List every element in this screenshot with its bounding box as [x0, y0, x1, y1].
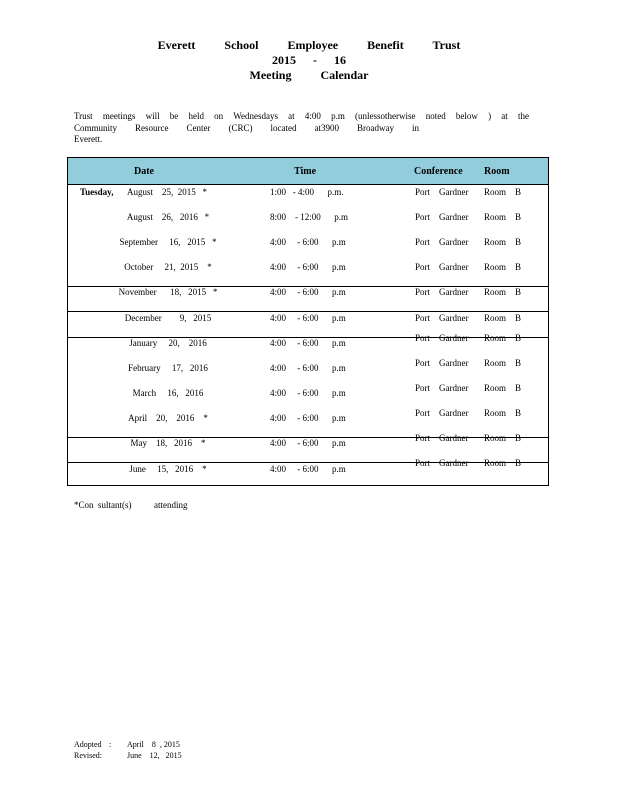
meeting-conference: Port Gardner: [415, 333, 469, 343]
adopted-separator: :: [109, 740, 112, 749]
document-year: 2015 - 16: [272, 53, 346, 67]
meeting-room: Room B: [484, 237, 522, 247]
meeting-conference: Port Gardner: [415, 287, 469, 297]
meeting-date: September 16, 2015 *: [119, 237, 217, 247]
row-divider: [68, 311, 548, 312]
meeting-room: Room B: [484, 287, 522, 297]
meeting-date: January 20, 2016: [129, 338, 207, 348]
meeting-date: March 16, 2016: [132, 388, 204, 398]
header-room: Room: [484, 166, 510, 177]
meeting-conference: Port Gardner: [415, 458, 469, 468]
meeting-table: [67, 157, 549, 486]
meeting-room: Room B: [484, 333, 522, 343]
header-date: Date: [134, 166, 154, 177]
meeting-conference: Port Gardner: [415, 262, 469, 272]
table-header: [68, 158, 548, 185]
meeting-time: 4:00 - 6:00 p.m: [270, 388, 346, 398]
meeting-time: 8:00 - 12:00 p.m: [270, 212, 348, 222]
meeting-room: Room B: [484, 212, 522, 222]
meeting-conference: Port Gardner: [415, 383, 469, 393]
meeting-day: Tuesday,: [80, 187, 127, 197]
meeting-date: August 26, 2016 *: [126, 212, 210, 222]
meeting-date: December 9, 2015: [124, 313, 212, 323]
meeting-time: 4:00 - 6:00 p.m: [270, 287, 346, 297]
document-subtitle: Meeting Calendar: [249, 68, 369, 82]
meeting-time: 4:00 - 6:00 p.m: [270, 262, 346, 272]
meeting-time: 4:00 - 6:00 p.m: [270, 363, 346, 373]
meeting-room: Room B: [484, 408, 522, 418]
meeting-time: 4:00 - 6:00 p.m: [270, 338, 346, 348]
header-conference: Conference: [414, 166, 463, 177]
adopted-label: Adopted: [74, 740, 102, 749]
meeting-conference: Port Gardner: [415, 237, 469, 247]
meeting-conference: Port Gardner: [415, 358, 469, 368]
meeting-conference: Port Gardner: [415, 313, 469, 323]
meeting-conference: Port Gardner: [415, 187, 469, 197]
meeting-date: Tuesday, August 25, 2015 *: [80, 187, 207, 197]
meeting-conference: Port Gardner: [415, 408, 469, 418]
row-divider: [68, 462, 548, 463]
meeting-time: 4:00 - 6:00 p.m: [270, 237, 346, 247]
meeting-time: 4:00 - 6:00 p.m: [270, 464, 346, 474]
meeting-room: Room B: [484, 383, 522, 393]
meeting-room: Room B: [484, 262, 522, 272]
adopted-date: April 8 , 2015: [127, 740, 180, 749]
header-time: Time: [294, 166, 317, 177]
meeting-room: Room B: [484, 433, 522, 443]
footnote: *Con sultant(s) attending: [74, 500, 188, 510]
meeting-room: Room B: [484, 458, 522, 468]
intro-line-2: Community Resource Center (CRC) located at3900 Broadway in Everett.: [74, 123, 419, 144]
meeting-time: 1:00 - 4:00 p.m.: [270, 187, 344, 197]
meeting-date: June 15, 2016 *: [129, 464, 207, 474]
meeting-conference: Port Gardner: [415, 212, 469, 222]
meeting-room: Room B: [484, 313, 522, 323]
meeting-time: 4:00 - 6:00 p.m: [270, 313, 346, 323]
meeting-date: February 17, 2016: [128, 363, 208, 373]
revised-date: June 12, 2015: [127, 751, 182, 760]
intro-line-1: Trust meetings will be held on Wednesdays at 4:00 p.m (unlessotherwise noted below ) at the: [74, 111, 529, 121]
document-title: Everett School Employee Benefit Trust: [157, 38, 461, 52]
meeting-conference: Port Gardner: [415, 433, 469, 443]
meeting-room: Room B: [484, 358, 522, 368]
meeting-date: May 18, 2016 *: [130, 438, 206, 448]
meeting-date: October 21, 2015 *: [124, 262, 212, 272]
meeting-date: November 18, 2015 *: [118, 287, 218, 297]
meeting-room: Room B: [484, 187, 522, 197]
meeting-time: 4:00 - 6:00 p.m: [270, 438, 346, 448]
meeting-time: 4:00 - 6:00 p.m: [270, 413, 346, 423]
revised-label: Revised:: [74, 751, 102, 760]
meeting-date: April 20, 2016 *: [128, 413, 208, 423]
